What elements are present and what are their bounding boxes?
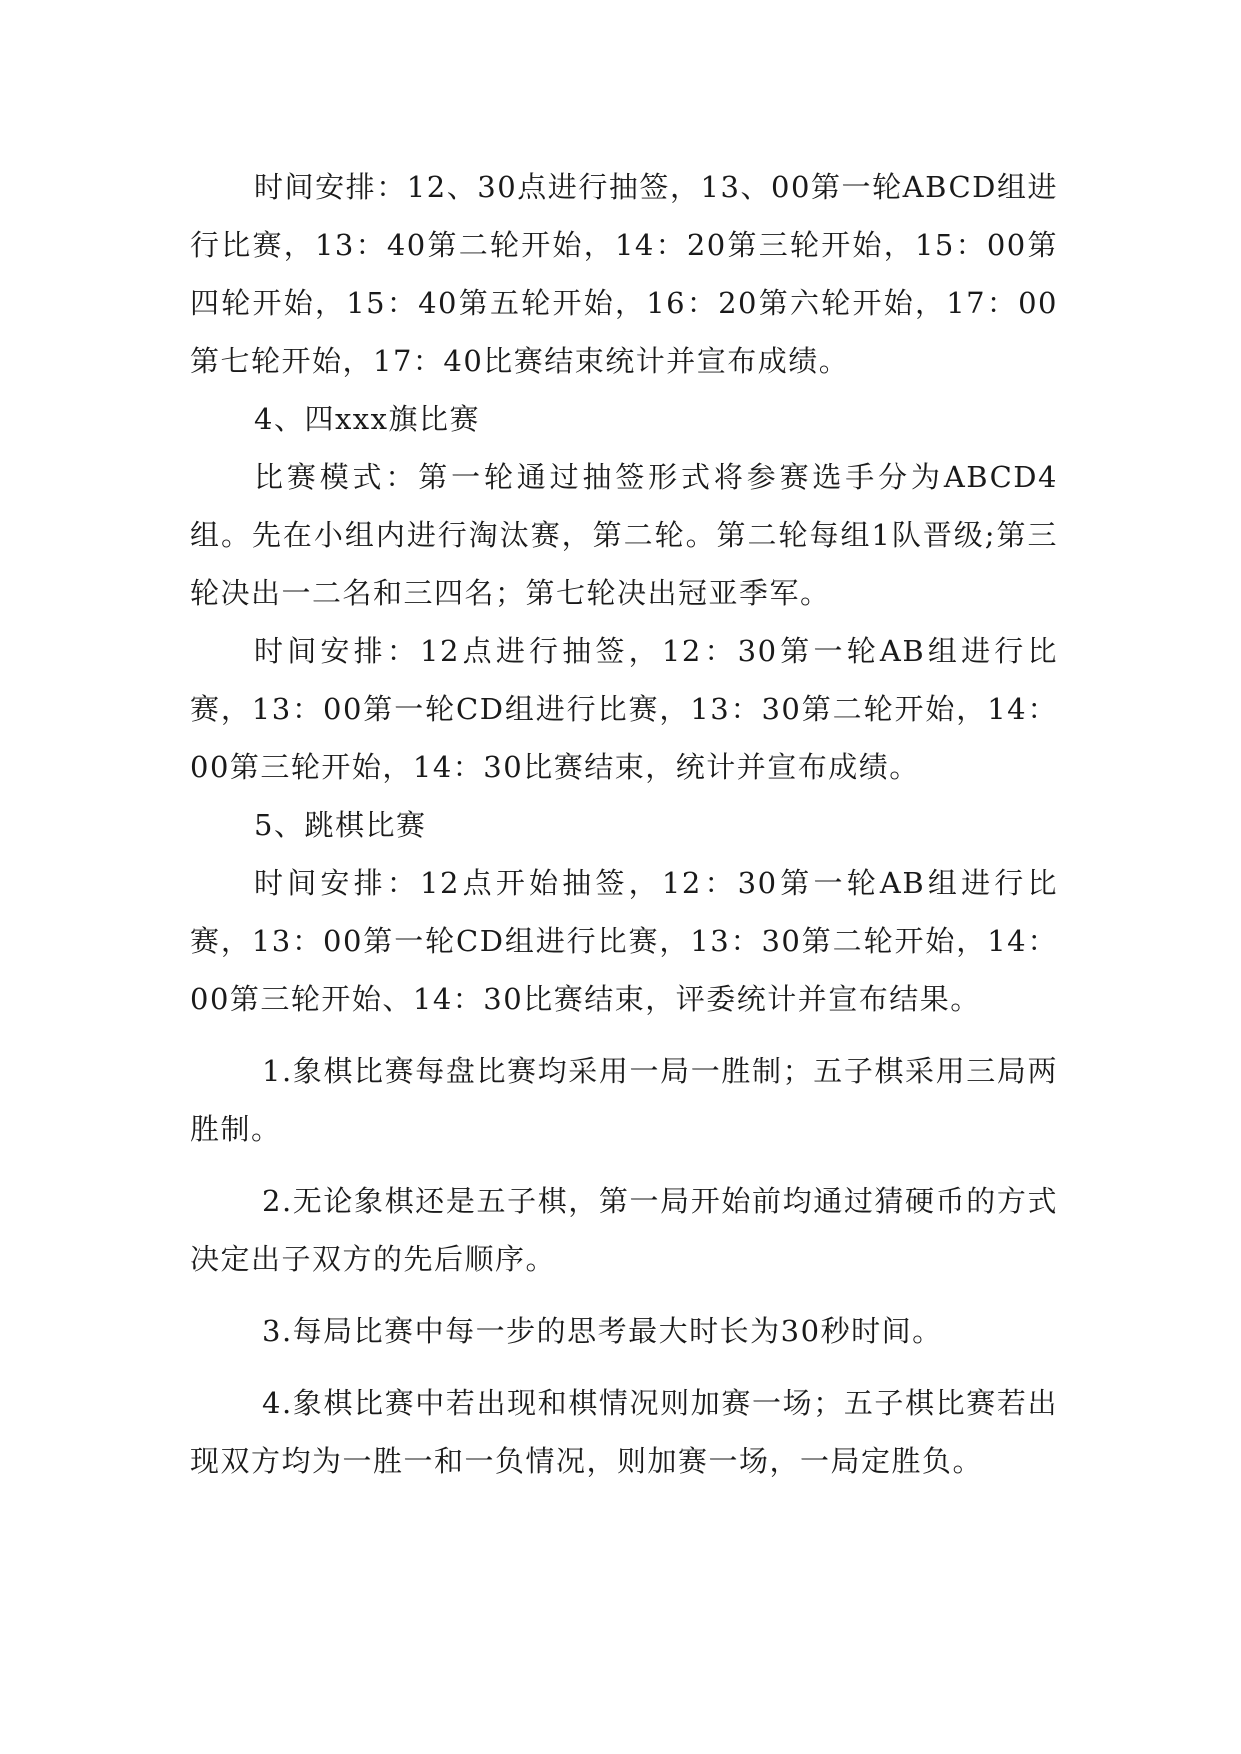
rule-item-2: 2.无论象棋还是五子棋，第一局开始前均通过猜硬币的方式决定出子双方的先后顺序。 [190, 1184, 1058, 1276]
rule-item-4: 4.象棋比赛中若出现和棋情况则加赛一场；五子棋比赛若出现双方均为一胜一和一负情况，则加赛一场，一局定胜负。 [190, 1386, 1058, 1478]
match-mode-paragraph: 比赛模式：第一轮通过抽签形式将参赛选手分为ABCD4组。先在小组内进行淘汰赛，第二轮。第二轮每组1队晋级;第三轮决出一二名和三四名；第七轮决出冠亚季军。 [190, 460, 1058, 610]
section-heading-4: 4、四xxx旗比赛 [254, 402, 481, 436]
schedule-paragraph-1: 时间安排：12、30点进行抽签，13、00第一轮ABCD组进行比赛，13：40第二轮开始，14：20第三轮开始，15：00第四轮开始，15：40第五轮开始，16：20第六轮开始，17：00第七轮开始，17：40比赛结束统计并宣布成绩。 [190, 170, 1058, 378]
section-heading-5: 5、跳棋比赛 [254, 808, 427, 842]
rule-item-3: 3.每局比赛中每一步的思考最大时长为30秒时间。 [262, 1314, 943, 1348]
schedule-paragraph-2: 时间安排：12点进行抽签，12：30第一轮AB组进行比赛，13：00第一轮CD组进行比赛，13：30第二轮开始，14：00第三轮开始，14：30比赛结束，统计并宣布成绩。 [190, 634, 1058, 784]
document-body [190, 158, 1058, 1490]
schedule-paragraph-3: 时间安排：12点开始抽签，12：30第一轮AB组进行比赛，13：00第一轮CD组进行比赛，13：30第二轮开始，14：00第三轮开始、14：30比赛结束，评委统计并宣布结果。 [190, 866, 1058, 1016]
rule-item-1: 1.象棋比赛每盘比赛均采用一局一胜制；五子棋采用三局两胜制。 [190, 1054, 1058, 1146]
